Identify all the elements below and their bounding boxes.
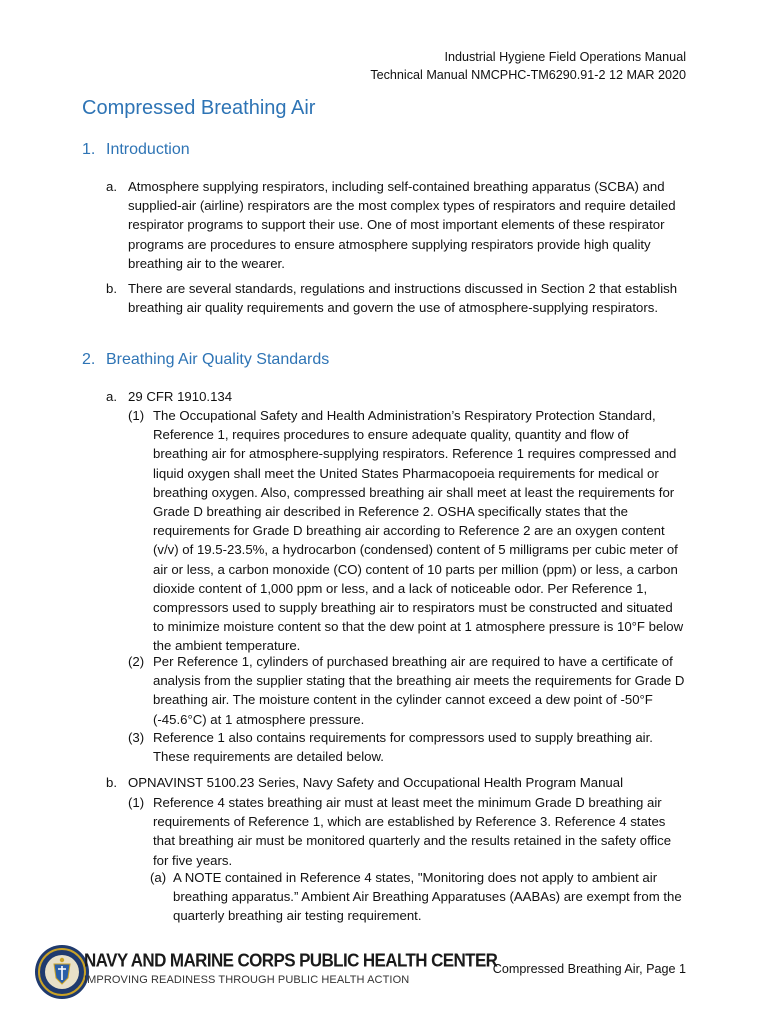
list-marker: (3) bbox=[128, 730, 145, 745]
paragraph: A NOTE contained in Reference 4 states, "Monitoring does not apply to ambient air breathing apparatus.” Ambient Air Breathing Apparatuses (AABAs) are exempt from the quarterly breathing air testing requirement. bbox=[173, 870, 682, 924]
manual-title: Industrial Hygiene Field Operations Manual bbox=[444, 50, 686, 64]
sub-sub-list-item bbox=[150, 868, 686, 926]
subsection-title: 29 CFR 1910.134 bbox=[128, 389, 233, 404]
section-number: 1. bbox=[82, 141, 96, 158]
paragraph: Reference 1 also contains requirements for compressors used to supply breathing air. These requirements are detailed below. bbox=[153, 730, 653, 765]
section-title: Introduction bbox=[106, 141, 190, 158]
section-title: Breathing Air Quality Standards bbox=[106, 351, 330, 368]
list-item bbox=[106, 279, 686, 317]
paragraph: Atmosphere supplying respirators, including self-contained breathing apparatus (SCBA) and supplied-air (airline) respirators are the most complex types of respirators and require detailed respirator programs to support their use. One of most important elements of these respirator programs are procedures to ensure atmosphere supplying respirators provide high quality breathing air to the wearer. bbox=[128, 179, 676, 271]
list-marker: (a) bbox=[150, 870, 167, 885]
sub-list-item bbox=[128, 652, 686, 729]
list-marker: b. bbox=[106, 281, 117, 296]
sub-list-item bbox=[128, 406, 686, 656]
list-marker: b. bbox=[106, 775, 117, 790]
paragraph: The Occupational Safety and Health Administration’s Respiratory Protection Standard, Reference 1, requires procedures to ensure adequate quality, quantity and flow of breathing air for atmosphere-supplying respirators. Reference 1 requires compressed and liquid oxygen shall meet the United States Pharmacopoeia requirements for medical or breathing oxygen. Also, compressed breathing air shall meet at least the requirements for Grade D breathing air described in Reference 2. OSHA specifically states that the requirements for Grade D breathing air according to Reference 2 are an oxygen content (v/v) of 19.5-23.5%, a hydrocarbon (condensed) content of 5 milligrams per cubic meter of air or less, a carbon monoxide (CO) content of 10 parts per million (ppm) or less, a carbon dioxide content of 1,000 ppm or less, and a lack of noticeable odor. Per Reference 1, compressors used to supply breathing air to respirators must be constructed and situated to minimize moisture content so that the dew point at 1 atmosphere pressure is 10°F below the ambient temperature. bbox=[153, 408, 684, 654]
list-item bbox=[106, 177, 686, 273]
list-marker: a. bbox=[106, 179, 117, 194]
organization-tagline: IMPROVING READINESS THROUGH PUBLIC HEALTH ACTION bbox=[84, 974, 410, 986]
page-number: Compressed Breathing Air, Page 1 bbox=[492, 962, 686, 976]
list-item bbox=[106, 387, 686, 406]
paragraph: There are several standards, regulations and instructions discussed in Section 2 that establish breathing air quality requirements and govern the use of atmosphere-supplying respirators. bbox=[128, 281, 678, 316]
subsection-title: OPNAVINST 5100.23 Series, Navy Safety and Occupational Health Program Manual bbox=[128, 775, 624, 790]
list-marker: (1) bbox=[128, 408, 145, 423]
page-title: Compressed Breathing Air bbox=[82, 97, 316, 119]
section-heading-breathing-air-quality-standards bbox=[82, 351, 329, 369]
manual-number-date: Technical Manual NMCPHC-TM6290.91-2 12 MAR 2020 bbox=[370, 68, 686, 82]
navy-marine-corps-seal-icon bbox=[34, 944, 90, 1000]
sub-list-item bbox=[128, 793, 686, 870]
list-item bbox=[106, 773, 686, 792]
organization-name: NAVY AND MARINE CORPS PUBLIC HEALTH CENTER bbox=[84, 950, 498, 971]
sub-list-item bbox=[128, 728, 686, 766]
paragraph: Reference 4 states breathing air must at least meet the minimum Grade D breathing air requirements of Reference 1, which are established by Reference 3. Reference 4 states that breathing air must be monitored quarterly and the results retained in the safety office for five years. bbox=[153, 795, 672, 868]
section-number: 2. bbox=[82, 351, 96, 368]
section-heading-introduction bbox=[82, 141, 190, 159]
list-marker: a. bbox=[106, 389, 117, 404]
list-marker: (2) bbox=[128, 654, 145, 669]
page-header bbox=[370, 48, 686, 84]
paragraph: Per Reference 1, cylinders of purchased breathing air are required to have a certificate of analysis from the supplier stating that the breathing air meets the requirements for Grade D breathing air. The moisture content in the cylinder cannot exceed a dew point of -50°F (-45.6°C) at 1 atmosphere pressure. bbox=[153, 654, 685, 727]
list-marker: (1) bbox=[128, 795, 145, 810]
